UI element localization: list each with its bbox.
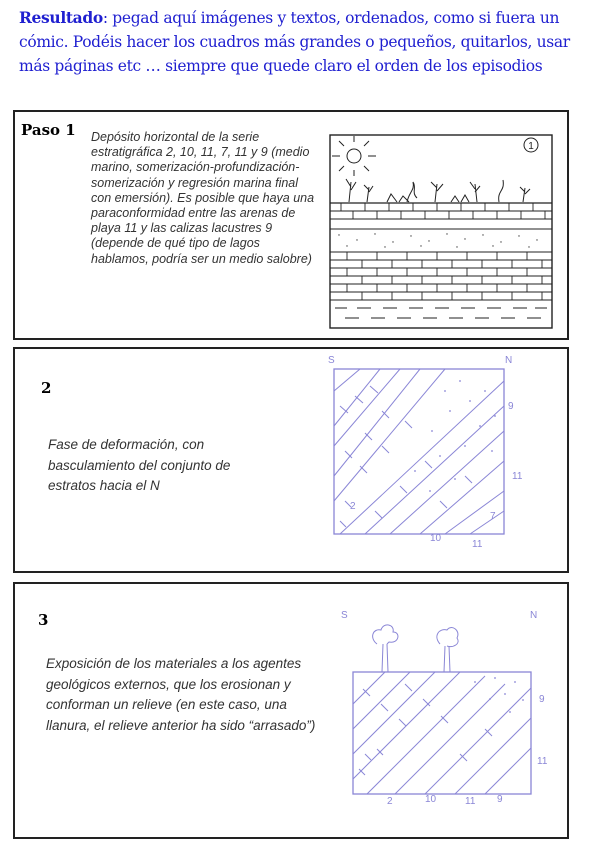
- step-title: 3: [38, 611, 49, 629]
- trees-icon: [373, 625, 458, 672]
- panel-1: [13, 110, 569, 340]
- step-title: Paso 1: [21, 121, 76, 139]
- panel-3: [13, 582, 569, 839]
- plants-icon: [346, 179, 530, 202]
- north-label: N: [530, 610, 538, 621]
- step-description: Fase de deformación, con basculamiento del conjunto de estratos hacia el N: [48, 437, 231, 493]
- south-label: S: [341, 610, 348, 621]
- layer-label-2: 2: [387, 796, 393, 807]
- north-label: N: [505, 355, 513, 366]
- limestone-layers-7-10: [330, 252, 552, 300]
- layer-label-2: 2: [350, 501, 356, 512]
- layer-label-11: 11: [537, 756, 548, 767]
- eroded-plain-sketch: [325, 604, 555, 834]
- layer-label-9: 9: [539, 694, 545, 705]
- sun-icon: [332, 136, 376, 176]
- result-label: Resultado: [19, 8, 103, 27]
- sand-layer-11: [338, 233, 537, 247]
- instructions-text: [19, 6, 579, 78]
- sketch-number: 1: [528, 141, 534, 152]
- tilted-strata-sketch: [320, 351, 535, 551]
- panel-2: [13, 347, 569, 573]
- horizontal-strata-sketch: [327, 132, 557, 332]
- layer-label-10: 10: [425, 794, 437, 805]
- instructions-body: : pegad aquí imágenes y textos, ordenados, como si fuera un cómic. Podéis hacer los cuadros más grandes o pequeños, quitarlos, usar más páginas etc … siempre que quede claro el orden de los episodios: [19, 9, 570, 75]
- layer-label-11-bottom: 11: [465, 796, 476, 807]
- layer-label-9-bottom: 9: [497, 794, 503, 805]
- step-description: Exposición de los materiales a los agentes geológicos externos, que los erosionan y conforman un relieve (en este caso, una llanura, el relieve anterior ha sido “arrasado”): [46, 656, 316, 733]
- marl-layer-2: [335, 308, 547, 318]
- layer-label-9: 9: [508, 401, 514, 412]
- step-title: 2: [41, 379, 52, 397]
- layer-label-11: 11: [512, 471, 523, 482]
- limestone-layer-9: [330, 203, 552, 219]
- layer-label-10: 10: [430, 533, 442, 544]
- layer-label-11-bottom: 11: [472, 539, 483, 550]
- step-description: Depósito horizontal de la serie estratigráfica 2, 10, 11, 7, 11 y 9 (medio marino, somerización-profundización-somerización y regresión marina final con emersión). Es posible que haya una paraconformidad entre las arenas de playa 11 y las calizas lacustres 9 (depende de qué tipo de lagos hablamos, podría ser un medio salobre): [91, 130, 315, 266]
- layer-label-7: 7: [490, 511, 496, 522]
- south-label: S: [328, 355, 335, 366]
